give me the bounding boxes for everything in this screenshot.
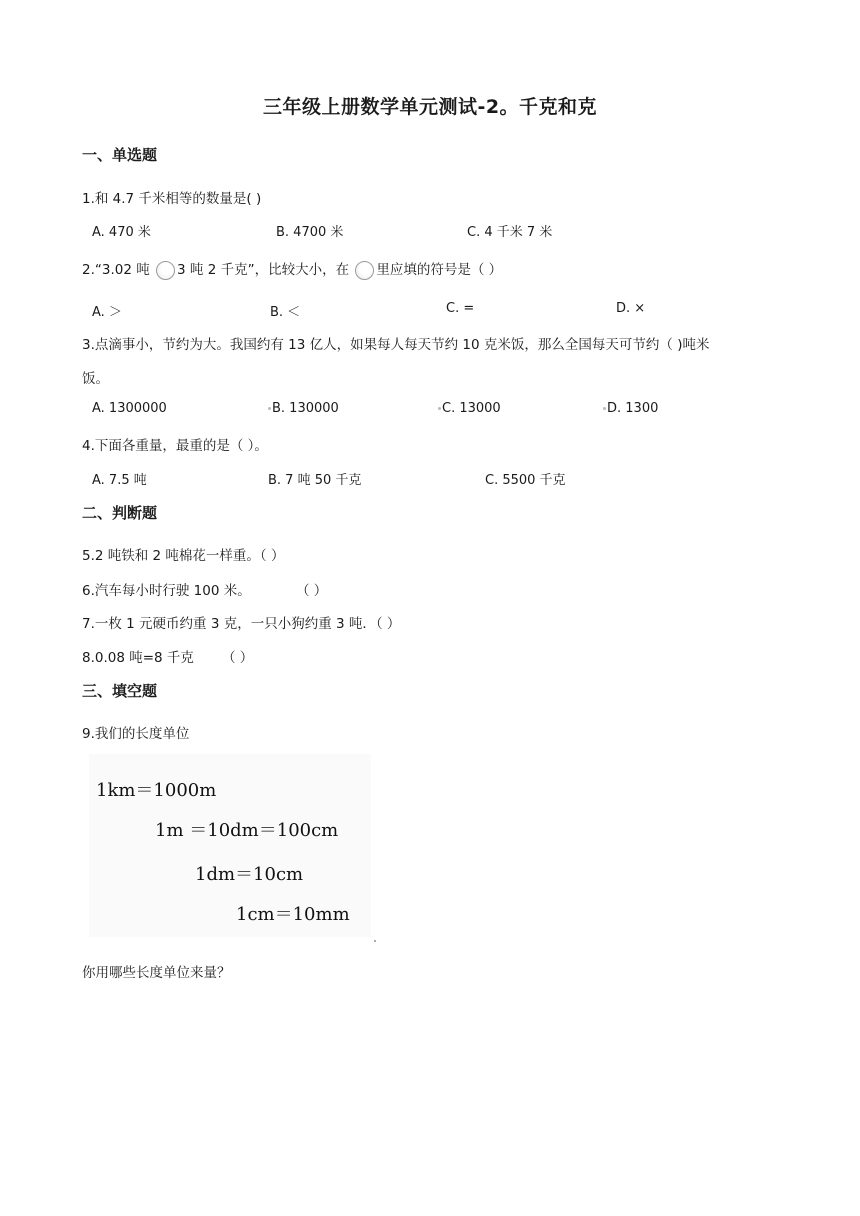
equation-dm: 1dm＝10cm	[195, 864, 304, 885]
image-speck	[374, 940, 376, 942]
question-1-option-c: C. 4 千米 7 米	[467, 225, 553, 240]
question-4-option-b: B. 7 吨 50 千克	[268, 473, 362, 488]
question-2-option-c: C. =	[446, 301, 475, 316]
question-3-line-2: 饭。	[82, 371, 109, 387]
question-2-text-part-a: 2.“3.02 吨	[82, 262, 150, 278]
question-3-option-b-label: B. 130000	[272, 401, 339, 416]
section-heading-fill-blank: 三、填空题	[82, 682, 158, 700]
question-8-blank: （ ）	[222, 650, 254, 666]
equation-km: 1km＝1000m	[96, 780, 217, 801]
question-1-text: 1.和 4.7 千米相等的数量是( )	[82, 191, 262, 207]
question-2-option-a: A. ＞	[92, 305, 122, 320]
question-4-option-a: A. 7.5 吨	[92, 473, 147, 488]
dot-icon	[603, 407, 606, 410]
question-2-text-part-c: 里应填的符号是（ ）	[376, 262, 503, 278]
question-2-option-b: B. ＜	[270, 305, 301, 320]
equation-cm: 1cm＝10mm	[236, 904, 350, 925]
question-4-option-c: C. 5500 千克	[485, 473, 566, 488]
section-heading-single-choice: 一、单选题	[82, 146, 158, 164]
blank-circle-icon	[156, 261, 175, 280]
question-3-option-d-label: D. 1300	[607, 401, 659, 416]
blank-circle-icon	[355, 261, 374, 280]
dot-icon	[268, 407, 271, 410]
question-5-text: 5.2 吨铁和 2 吨棉花一样重。（ ）	[82, 548, 285, 564]
question-4-text: 4.下面各重量，最重的是（ ）。	[82, 438, 268, 454]
dot-icon	[438, 407, 441, 410]
question-2-text-part-b: 3 吨 2 千克”，比较大小，在	[177, 262, 350, 278]
question-7-text: 7.一枚 1 元硬币约重 3 克，一只小狗约重 3 吨．（ ）	[82, 616, 401, 632]
question-3-option-b	[268, 401, 339, 416]
question-3-option-c-label: C. 13000	[442, 401, 501, 416]
question-2-text	[82, 258, 502, 280]
question-8-text: 8.0.08 吨=8 千克	[82, 650, 194, 666]
question-3-option-c	[438, 401, 501, 416]
page-title: 三年级上册数学单元测试-2。千克和克	[262, 96, 598, 118]
section-heading-true-false: 二、判断题	[82, 504, 158, 522]
question-9-followup: 你用哪些长度单位来量？	[82, 965, 231, 981]
question-1-option-a: A. 470 米	[92, 225, 151, 240]
question-9-text: 9.我们的长度单位	[82, 726, 190, 742]
length-units-image	[89, 754, 371, 937]
equation-m: 1m ＝10dm＝100cm	[155, 820, 339, 841]
question-3-option-a: A. 1300000	[92, 401, 167, 416]
question-3-line-1: 3.点滴事小，节约为大。我国约有 13 亿人，如果每人每天节约 10 克米饭，那么全国每天可节约（ )吨米	[82, 337, 710, 353]
question-2-option-d: D. ×	[616, 301, 646, 316]
question-6-blank: （ ）	[296, 583, 328, 599]
question-1-option-b: B. 4700 米	[276, 225, 344, 240]
question-3-option-d	[603, 401, 658, 416]
question-6-text: 6.汽车每小时行驶 100 米。	[82, 583, 251, 599]
